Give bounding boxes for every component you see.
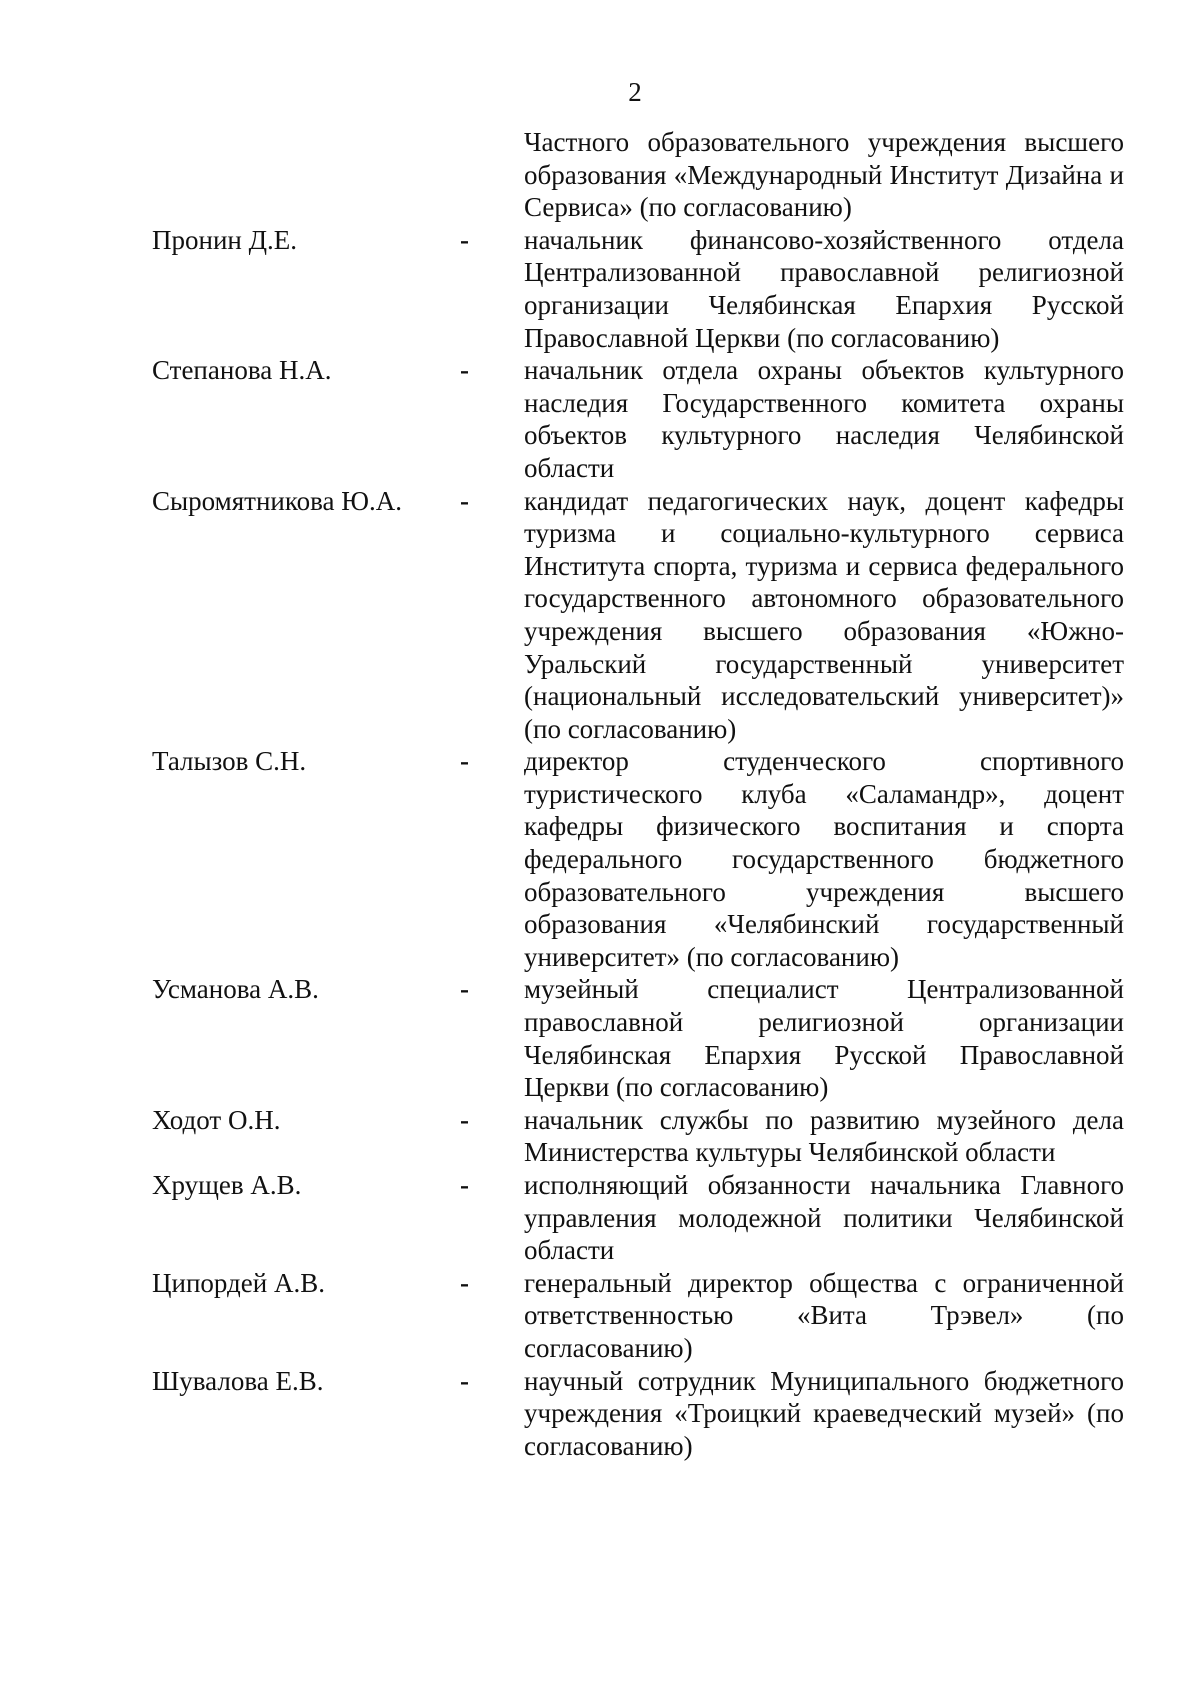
member-dash: - [460,974,469,1005]
member-dash: - [460,1170,469,1200]
page-number: 2 [628,77,642,107]
member-description: научный сотрудник Муниципального бюджетного учреждения «Троицкий краеведческий музей» (по согласованию) [524,1365,1124,1461]
list-item-continuation [152,126,1132,224]
member-name: Шувалова Е.В. [152,1365,324,1396]
member-dash: - [460,1267,469,1298]
member-name: Талызов С.Н. [152,746,307,777]
member-dash: - [460,224,469,255]
member-name: Хрущев А.В. [152,1170,302,1200]
member-description: исполняющий обязанности начальника Главного управления молодежной политики Челябинской области [524,1170,1124,1266]
member-description: Частного образовательного учреждения высшего образования «Международный Институт Дизайна и Сервиса» (по согласованию) [524,127,1124,223]
member-name: Ципордей А.В. [152,1267,325,1298]
member-dash: - [460,1104,469,1135]
member-description: начальник отдела охраны объектов культурного наследия Государственного комитета охраны объектов культурного наследия Челябинской области [524,355,1124,483]
member-description: директор студенческого спортивного туристического клуба «Саламандр», доцент кафедры физического воспитания и спорта федерального государственного бюджетного образовательного учреждения высшего образования «Челябинский государственный университет» (по согласованию) [524,746,1124,972]
member-name: Сыромятникова Ю.А. [152,485,402,516]
member-dash: - [460,746,469,777]
member-list [152,126,1132,1462]
member-description: кандидат педагогических наук, доцент кафедры туризма и социально-культурного сервиса Института спорта, туризма и сервиса федерального государственного автономного образовательного учреждения высшего образования «Южно-Уральский государственный университет (национальный исследовательский университет)» (по согласованию) [524,485,1124,744]
member-dash: - [460,485,469,516]
list-item [152,973,1132,1103]
member-dash: - [460,355,469,386]
member-name: Пронин Д.Е. [152,224,298,255]
member-description: начальник службы по развитию музейного дела Министерства культуры Челябинской области [524,1104,1124,1168]
member-name: Степанова Н.А. [152,355,332,386]
list-item [152,1169,1132,1267]
list-item [152,1365,1132,1463]
member-name: Ходот О.Н. [152,1104,281,1135]
list-item [152,745,1132,973]
member-dash: - [460,1365,469,1396]
list-item [152,1267,1132,1365]
member-description: музейный специалист Централизованной православной религиозной организации Челябинская Епархия Русской Православной Церкви (по согласованию) [524,974,1124,1103]
list-item [152,224,1132,354]
list-item [152,485,1132,746]
list-item [152,354,1132,484]
list-item [152,1104,1132,1169]
member-description: генеральный директор общества с ограниченной ответственностью «Вита Трэвел» (по согласованию) [524,1267,1124,1363]
member-description: начальник финансово-хозяйственного отдела Централизованной православной религиозной организации Челябинская Епархия Русской Православной Церкви (по согласованию) [524,224,1124,353]
member-name: Усманова А.В. [152,974,319,1005]
